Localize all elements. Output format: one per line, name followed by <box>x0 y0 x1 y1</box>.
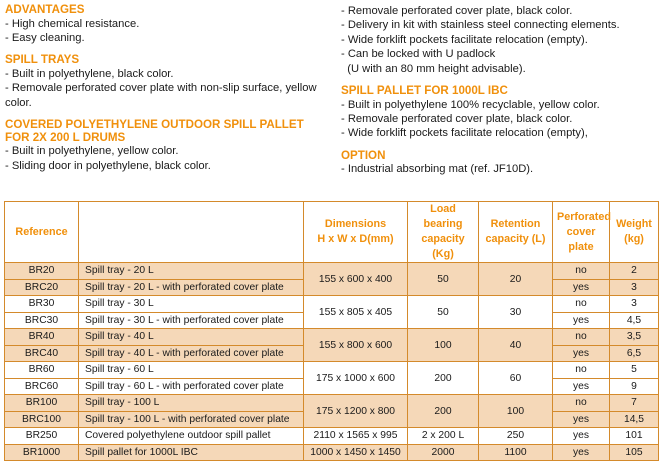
cell-load: 50 <box>408 263 479 296</box>
cell-desc: Spill pallet for 1000L IBC <box>79 444 304 461</box>
cell-desc: Spill tray - 30 L - with perforated cover plate <box>79 312 304 329</box>
cell-cover: yes <box>553 444 610 461</box>
cell-ref: BR250 <box>5 428 79 445</box>
cell-weight: 3 <box>610 279 659 296</box>
header-dimensions: Dimensions H x W x D(mm) <box>304 202 408 263</box>
cell-retention: 30 <box>479 296 553 329</box>
header-perforated: Perforated cover plate <box>553 202 610 263</box>
cell-weight: 101 <box>610 428 659 445</box>
cell-weight: 4,5 <box>610 312 659 329</box>
advantages-heading: ADVANTAGES <box>5 3 85 16</box>
cell-weight: 3 <box>610 296 659 313</box>
covered-heading-line2: FOR 2X 200 L DRUMS <box>5 130 126 144</box>
table-row <box>5 296 659 313</box>
option-item: - Industrial absorbing mat (ref. JF10D). <box>341 163 534 176</box>
cell-weight: 9 <box>610 378 659 395</box>
cell-cover: no <box>553 362 610 379</box>
cell-ref: BRC30 <box>5 312 79 329</box>
right-column <box>341 4 661 177</box>
cell-ref: BRC40 <box>5 345 79 362</box>
cell-cover: yes <box>553 378 610 395</box>
cell-cover: yes <box>553 411 610 428</box>
table-row <box>5 444 659 461</box>
cell-ref: BRC60 <box>5 378 79 395</box>
cell-desc: Covered polyethylene outdoor spill pallet <box>79 428 304 445</box>
cell-dimensions: 155 x 600 x 400 <box>304 263 408 296</box>
cell-cover: yes <box>553 312 610 329</box>
cell-dimensions: 155 x 805 x 405 <box>304 296 408 329</box>
cell-retention: 250 <box>479 428 553 445</box>
cell-load: 50 <box>408 296 479 329</box>
cell-desc: Spill tray - 20 L - with perforated cover plate <box>79 279 304 296</box>
covered-item: - Built in polyethylene, yellow color. <box>5 145 179 158</box>
table-row <box>5 329 659 346</box>
cell-load: 100 <box>408 329 479 362</box>
cell-weight: 7 <box>610 395 659 412</box>
option-heading: OPTION <box>341 148 386 162</box>
cell-cover: no <box>553 395 610 412</box>
header-weight: Weight (kg) <box>610 202 659 263</box>
cell-desc: Spill tray - 40 L - with perforated cover plate <box>79 345 304 362</box>
cell-weight: 6,5 <box>610 345 659 362</box>
covered-continued-item: - Wide forklift pockets facilitate relocation (empty). <box>341 33 588 46</box>
header-description <box>79 202 304 263</box>
cell-weight: 2 <box>610 263 659 280</box>
covered-continued-item: - Removale perforated cover plate, black color. <box>341 5 573 17</box>
table-header-row <box>5 202 659 263</box>
cell-retention: 100 <box>479 395 553 428</box>
ibc-item: - Removale perforated cover plate, black color. <box>341 113 573 126</box>
header-retention: Retention capacity (L) <box>479 202 553 263</box>
cell-desc: Spill tray - 20 L <box>79 263 304 280</box>
covered-item: - Sliding door in polyethylene, black color. <box>5 159 211 172</box>
left-column <box>5 4 323 173</box>
cell-desc: Spill tray - 60 L <box>79 362 304 379</box>
cell-dimensions: 155 x 800 x 600 <box>304 329 408 362</box>
cell-retention: 1100 <box>479 444 553 461</box>
table-row <box>5 428 659 445</box>
cell-load: 2000 <box>408 444 479 461</box>
header-reference: Reference <box>5 202 79 263</box>
cell-weight: 105 <box>610 444 659 461</box>
spill-trays-heading: SPILL TRAYS <box>5 53 80 67</box>
spill-trays-item: - Removale perforated cover plate with non-slip surface, yellow color. <box>5 82 317 109</box>
cell-ref: BRC20 <box>5 279 79 296</box>
cell-ref: BR30 <box>5 296 79 313</box>
cell-cover: no <box>553 263 610 280</box>
cell-retention: 60 <box>479 362 553 395</box>
ibc-heading: SPILL PALLET FOR 1000L IBC <box>341 84 508 98</box>
cell-weight: 14,5 <box>610 411 659 428</box>
cell-ref: BR100 <box>5 395 79 412</box>
cell-load: 200 <box>408 395 479 428</box>
advantages-item: - High chemical resistance. <box>5 17 140 30</box>
ibc-item: - Wide forklift pockets facilitate relocation (empty), <box>341 127 588 140</box>
cell-ref: BR60 <box>5 362 79 379</box>
cell-desc: Spill tray - 60 L - with perforated cover plate <box>79 378 304 395</box>
spec-table <box>4 201 659 461</box>
cell-dimensions: 1000 x 1450 x 1450 <box>304 444 408 461</box>
table-row <box>5 362 659 379</box>
cell-cover: yes <box>553 345 610 362</box>
cell-cover: no <box>553 329 610 346</box>
cell-weight: 5 <box>610 362 659 379</box>
cell-retention: 20 <box>479 263 553 296</box>
covered-continued-item: - Can be locked with U padlock <box>341 48 496 61</box>
cell-desc: Spill tray - 100 L - with perforated cover plate <box>79 411 304 428</box>
advantages-item: - Easy cleaning. <box>5 32 85 44</box>
covered-heading-line1: COVERED POLYETHYLENE OUTDOOR SPILL PALLET <box>5 118 304 132</box>
ibc-item: - Built in polyethylene 100% recyclable, yellow color. <box>341 98 600 111</box>
cell-load: 2 x 200 L <box>408 428 479 445</box>
cell-ref: BR1000 <box>5 444 79 461</box>
cell-ref: BRC100 <box>5 411 79 428</box>
cell-retention: 40 <box>479 329 553 362</box>
cell-desc: Spill tray - 40 L <box>79 329 304 346</box>
cell-dimensions: 175 x 1200 x 800 <box>304 395 408 428</box>
header-load: Load bearing capacity (Kg) <box>408 202 479 263</box>
covered-continued-item: (U with an 80 mm height advisable). <box>341 62 526 75</box>
cell-weight: 3,5 <box>610 329 659 346</box>
cell-dimensions: 175 x 1000 x 600 <box>304 362 408 395</box>
cell-dimensions: 2110 x 1565 x 995 <box>304 428 408 445</box>
spill-trays-item: - Built in polyethylene, black color. <box>5 68 174 80</box>
cell-ref: BR40 <box>5 329 79 346</box>
cell-cover: no <box>553 296 610 313</box>
cell-ref: BR20 <box>5 263 79 280</box>
cell-cover: yes <box>553 279 610 296</box>
cell-desc: Spill tray - 100 L <box>79 395 304 412</box>
covered-continued-item: - Delivery in kit with stainless steel connecting elements. <box>341 19 620 32</box>
table-row <box>5 263 659 280</box>
cell-cover: yes <box>553 428 610 445</box>
cell-desc: Spill tray - 30 L <box>79 296 304 313</box>
cell-load: 200 <box>408 362 479 395</box>
table-row <box>5 395 659 412</box>
